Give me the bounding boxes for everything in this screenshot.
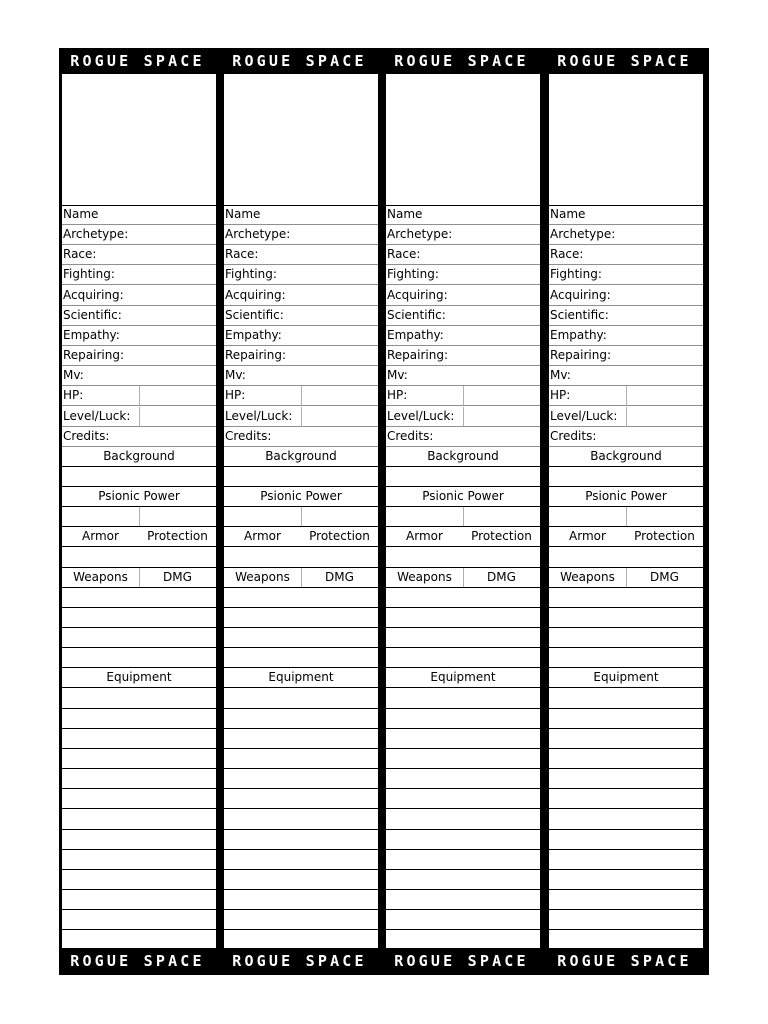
- stat-label: Scientific:: [387, 307, 446, 322]
- stat-row: [386, 286, 540, 306]
- stat-label: Scientific:: [63, 307, 122, 322]
- cell-divider: [626, 386, 627, 405]
- equipment-row: [549, 689, 703, 709]
- stat-row: [62, 326, 216, 346]
- cell-divider: [463, 507, 464, 526]
- equipment-row: [386, 870, 540, 890]
- section-header: [386, 668, 540, 688]
- equipment-header: Equipment: [268, 670, 334, 685]
- section-header: [224, 668, 378, 688]
- stat-row: [224, 386, 378, 406]
- weapon-row: [224, 628, 378, 648]
- weapon-row: [549, 608, 703, 628]
- section-header: [386, 447, 540, 467]
- stat-label: Acquiring:: [387, 287, 448, 302]
- blank-row: [549, 548, 703, 568]
- stat-row: [386, 205, 540, 225]
- equipment-row: [62, 830, 216, 850]
- rogue-space-logo: ROGUE SPACE: [394, 952, 529, 970]
- stat-row: [386, 306, 540, 326]
- cell-divider: [301, 568, 302, 587]
- character-card: [221, 48, 378, 975]
- stat-label: Acquiring:: [550, 287, 611, 302]
- blank-row: [224, 507, 378, 527]
- stat-row: [549, 245, 703, 265]
- stat-label: Repairing:: [387, 348, 449, 363]
- portrait-box[interactable]: [62, 74, 216, 206]
- equipment-row: [386, 789, 540, 809]
- cell-divider: [301, 386, 302, 405]
- stat-row: [386, 386, 540, 406]
- armor-header: Armor: [569, 529, 606, 544]
- card-body: [549, 74, 703, 948]
- section-header: [224, 568, 378, 588]
- weapons-header: Weapons: [560, 569, 615, 584]
- stat-label: Credits:: [63, 428, 110, 443]
- blank-row: [386, 507, 540, 527]
- stat-label: Level/Luck:: [387, 408, 455, 423]
- equipment-row: [549, 789, 703, 809]
- stat-label: Repairing:: [63, 348, 125, 363]
- equipment-row: [549, 709, 703, 729]
- cell-divider: [301, 507, 302, 526]
- stat-row: [386, 245, 540, 265]
- character-card: [59, 48, 216, 975]
- equipment-row: [224, 870, 378, 890]
- cell-divider: [626, 407, 627, 426]
- section-header: [224, 527, 378, 547]
- background-header: Background: [427, 448, 499, 463]
- weapons-header: Weapons: [397, 569, 452, 584]
- weapon-row: [549, 588, 703, 608]
- stat-row: [224, 407, 378, 427]
- section-header: [62, 487, 216, 507]
- equipment-row: [386, 810, 540, 830]
- weapon-row: [386, 648, 540, 668]
- equipment-row: [386, 769, 540, 789]
- stat-label: Credits:: [550, 428, 597, 443]
- equipment-row: [224, 709, 378, 729]
- dmg-header: DMG: [163, 569, 192, 584]
- stat-label: Repairing:: [550, 348, 612, 363]
- equipment-row: [386, 689, 540, 709]
- section-header: [386, 568, 540, 588]
- equipment-row: [549, 910, 703, 930]
- stat-label: Name: [225, 207, 261, 221]
- equipment-row: [62, 890, 216, 910]
- background-header: Background: [103, 448, 175, 463]
- equipment-row: [386, 910, 540, 930]
- stat-label: Scientific:: [550, 307, 609, 322]
- section-header: [549, 568, 703, 588]
- weapon-row: [224, 648, 378, 668]
- stat-row: [62, 386, 216, 406]
- stat-row: [224, 427, 378, 447]
- stat-row: [224, 265, 378, 285]
- section-header: [62, 527, 216, 547]
- stat-label: HP:: [550, 388, 571, 403]
- stat-row: [386, 407, 540, 427]
- weapon-row: [62, 608, 216, 628]
- character-sheet: [59, 48, 709, 975]
- stat-row: [62, 346, 216, 366]
- stat-label: Fighting:: [63, 267, 115, 282]
- equipment-row: [62, 729, 216, 749]
- equipment-row: [549, 890, 703, 910]
- equipment-row: [549, 870, 703, 890]
- psionic-power-header: Psionic Power: [422, 489, 504, 504]
- stat-label: Level/Luck:: [225, 408, 293, 423]
- stat-row: [224, 225, 378, 245]
- stat-label: Empathy:: [387, 327, 444, 342]
- stat-row: [386, 346, 540, 366]
- stat-row: [386, 427, 540, 447]
- equipment-row: [549, 749, 703, 769]
- section-header: [62, 447, 216, 467]
- weapon-row: [549, 628, 703, 648]
- weapon-row: [62, 648, 216, 668]
- weapons-header: Weapons: [235, 569, 290, 584]
- stat-label: Credits:: [387, 428, 434, 443]
- equipment-row: [62, 910, 216, 930]
- cell-divider: [463, 386, 464, 405]
- rogue-space-logo: ROGUE SPACE: [70, 52, 205, 70]
- weapon-row: [549, 648, 703, 668]
- stat-label: Mv:: [550, 368, 571, 383]
- stat-row: [549, 306, 703, 326]
- equipment-row: [62, 789, 216, 809]
- equipment-row: [549, 810, 703, 830]
- stat-label: Empathy:: [550, 327, 607, 342]
- dmg-header: DMG: [487, 569, 516, 584]
- section-header: [386, 527, 540, 547]
- equipment-header: Equipment: [593, 670, 659, 685]
- stat-row: [549, 346, 703, 366]
- stat-label: Name: [63, 207, 99, 221]
- section-header: [386, 487, 540, 507]
- stat-label: HP:: [225, 388, 246, 403]
- blank-row: [62, 507, 216, 527]
- section-header: [549, 527, 703, 547]
- equipment-row: [224, 890, 378, 910]
- equipment-row: [62, 709, 216, 729]
- character-card: [383, 48, 540, 975]
- stat-row: [549, 286, 703, 306]
- weapons-header: Weapons: [73, 569, 128, 584]
- section-header: [62, 668, 216, 688]
- stat-label: Archetype:: [387, 227, 453, 242]
- equipment-row: [549, 850, 703, 870]
- weapon-row: [386, 608, 540, 628]
- stat-label: Empathy:: [63, 327, 120, 342]
- weapon-row: [386, 628, 540, 648]
- stat-label: Repairing:: [225, 348, 287, 363]
- stat-label: Race:: [550, 247, 584, 262]
- rogue-space-logo: ROGUE SPACE: [70, 952, 205, 970]
- section-header: [549, 487, 703, 507]
- equipment-row: [224, 769, 378, 789]
- cell-divider: [139, 507, 140, 526]
- protection-header: Protection: [634, 529, 695, 544]
- weapon-row: [224, 608, 378, 628]
- stat-label: Race:: [225, 247, 259, 262]
- equipment-row: [62, 870, 216, 890]
- armor-header: Armor: [244, 529, 281, 544]
- cell-divider: [139, 568, 140, 587]
- portrait-box[interactable]: [549, 74, 703, 206]
- protection-header: Protection: [147, 529, 208, 544]
- stat-row: [386, 366, 540, 386]
- equipment-row: [386, 729, 540, 749]
- stat-row: [549, 427, 703, 447]
- rogue-space-logo: ROGUE SPACE: [557, 52, 692, 70]
- equipment-row: [386, 850, 540, 870]
- stat-row: [224, 366, 378, 386]
- character-card: [546, 48, 703, 975]
- cell-divider: [626, 568, 627, 587]
- card-body: [62, 74, 216, 948]
- equipment-row: [224, 810, 378, 830]
- equipment-row: [224, 729, 378, 749]
- blank-row: [386, 548, 540, 568]
- weapon-row: [62, 588, 216, 608]
- stat-label: Level/Luck:: [550, 408, 618, 423]
- section-header: [549, 668, 703, 688]
- cell-divider: [301, 407, 302, 426]
- psionic-power-header: Psionic Power: [585, 489, 667, 504]
- stat-row: [224, 346, 378, 366]
- weapon-row: [224, 588, 378, 608]
- stat-label: Fighting:: [387, 267, 439, 282]
- stat-label: Name: [550, 207, 586, 221]
- dmg-header: DMG: [325, 569, 354, 584]
- equipment-row: [62, 769, 216, 789]
- stat-row: [386, 326, 540, 346]
- stat-row: [62, 366, 216, 386]
- protection-header: Protection: [471, 529, 532, 544]
- equipment-row: [224, 749, 378, 769]
- stat-label: Credits:: [225, 428, 272, 443]
- stat-row: [224, 326, 378, 346]
- background-header: Background: [265, 448, 337, 463]
- blank-row: [386, 467, 540, 487]
- stat-label: Scientific:: [225, 307, 284, 322]
- stat-row: [62, 225, 216, 245]
- stat-label: Acquiring:: [63, 287, 124, 302]
- stat-label: Fighting:: [550, 267, 602, 282]
- blank-row: [224, 548, 378, 568]
- equipment-row: [224, 910, 378, 930]
- equipment-header: Equipment: [106, 670, 172, 685]
- equipment-row: [386, 890, 540, 910]
- stat-row: [386, 225, 540, 245]
- stat-row: [62, 427, 216, 447]
- section-header: [224, 487, 378, 507]
- equipment-row: [62, 689, 216, 709]
- card-body: [386, 74, 540, 948]
- equipment-row: [549, 729, 703, 749]
- stat-row: [62, 205, 216, 225]
- stat-row: [62, 407, 216, 427]
- stat-label: HP:: [63, 388, 84, 403]
- stat-label: Mv:: [225, 368, 246, 383]
- stat-label: Acquiring:: [225, 287, 286, 302]
- stat-label: Mv:: [387, 368, 408, 383]
- equipment-row: [549, 769, 703, 789]
- blank-row: [549, 507, 703, 527]
- armor-header: Armor: [82, 529, 119, 544]
- cell-divider: [139, 386, 140, 405]
- portrait-box[interactable]: [386, 74, 540, 206]
- rogue-space-logo: ROGUE SPACE: [232, 952, 367, 970]
- equipment-row: [549, 830, 703, 850]
- stat-label: Race:: [63, 247, 97, 262]
- rogue-space-logo: ROGUE SPACE: [394, 52, 529, 70]
- stat-row: [62, 245, 216, 265]
- stat-row: [224, 286, 378, 306]
- equipment-row: [224, 789, 378, 809]
- equipment-row: [62, 749, 216, 769]
- equipment-row: [386, 749, 540, 769]
- blank-row: [62, 548, 216, 568]
- stat-row: [224, 205, 378, 225]
- stat-label: Fighting:: [225, 267, 277, 282]
- stat-label: HP:: [387, 388, 408, 403]
- portrait-box[interactable]: [224, 74, 378, 206]
- stat-row: [549, 205, 703, 225]
- stat-label: Archetype:: [225, 227, 291, 242]
- rogue-space-logo: ROGUE SPACE: [232, 52, 367, 70]
- cell-divider: [626, 507, 627, 526]
- blank-row: [224, 467, 378, 487]
- stat-row: [224, 245, 378, 265]
- stat-row: [549, 225, 703, 245]
- stat-row: [549, 386, 703, 406]
- section-header: [549, 447, 703, 467]
- stat-label: Mv:: [63, 368, 84, 383]
- stat-label: Archetype:: [550, 227, 616, 242]
- protection-header: Protection: [309, 529, 370, 544]
- section-header: [224, 447, 378, 467]
- equipment-row: [386, 830, 540, 850]
- cell-divider: [463, 407, 464, 426]
- cell-divider: [463, 568, 464, 587]
- equipment-row: [224, 850, 378, 870]
- dmg-header: DMG: [650, 569, 679, 584]
- psionic-power-header: Psionic Power: [98, 489, 180, 504]
- stat-label: Name: [387, 207, 423, 221]
- equipment-row: [224, 689, 378, 709]
- stat-row: [549, 265, 703, 285]
- section-header: [62, 568, 216, 588]
- stat-row: [549, 407, 703, 427]
- stat-label: Archetype:: [63, 227, 129, 242]
- armor-header: Armor: [406, 529, 443, 544]
- weapon-row: [62, 628, 216, 648]
- cell-divider: [139, 407, 140, 426]
- stat-label: Level/Luck:: [63, 408, 131, 423]
- stat-label: Empathy:: [225, 327, 282, 342]
- stat-row: [62, 286, 216, 306]
- stat-row: [224, 306, 378, 326]
- stat-row: [549, 326, 703, 346]
- psionic-power-header: Psionic Power: [260, 489, 342, 504]
- weapon-row: [386, 588, 540, 608]
- stat-row: [549, 366, 703, 386]
- card-body: [224, 74, 378, 948]
- background-header: Background: [590, 448, 662, 463]
- equipment-header: Equipment: [430, 670, 496, 685]
- blank-row: [62, 467, 216, 487]
- blank-row: [549, 467, 703, 487]
- equipment-row: [62, 850, 216, 870]
- equipment-row: [386, 709, 540, 729]
- stat-label: Race:: [387, 247, 421, 262]
- stat-row: [62, 306, 216, 326]
- stat-row: [386, 265, 540, 285]
- equipment-row: [62, 810, 216, 830]
- stat-row: [62, 265, 216, 285]
- equipment-row: [224, 830, 378, 850]
- rogue-space-logo: ROGUE SPACE: [557, 952, 692, 970]
